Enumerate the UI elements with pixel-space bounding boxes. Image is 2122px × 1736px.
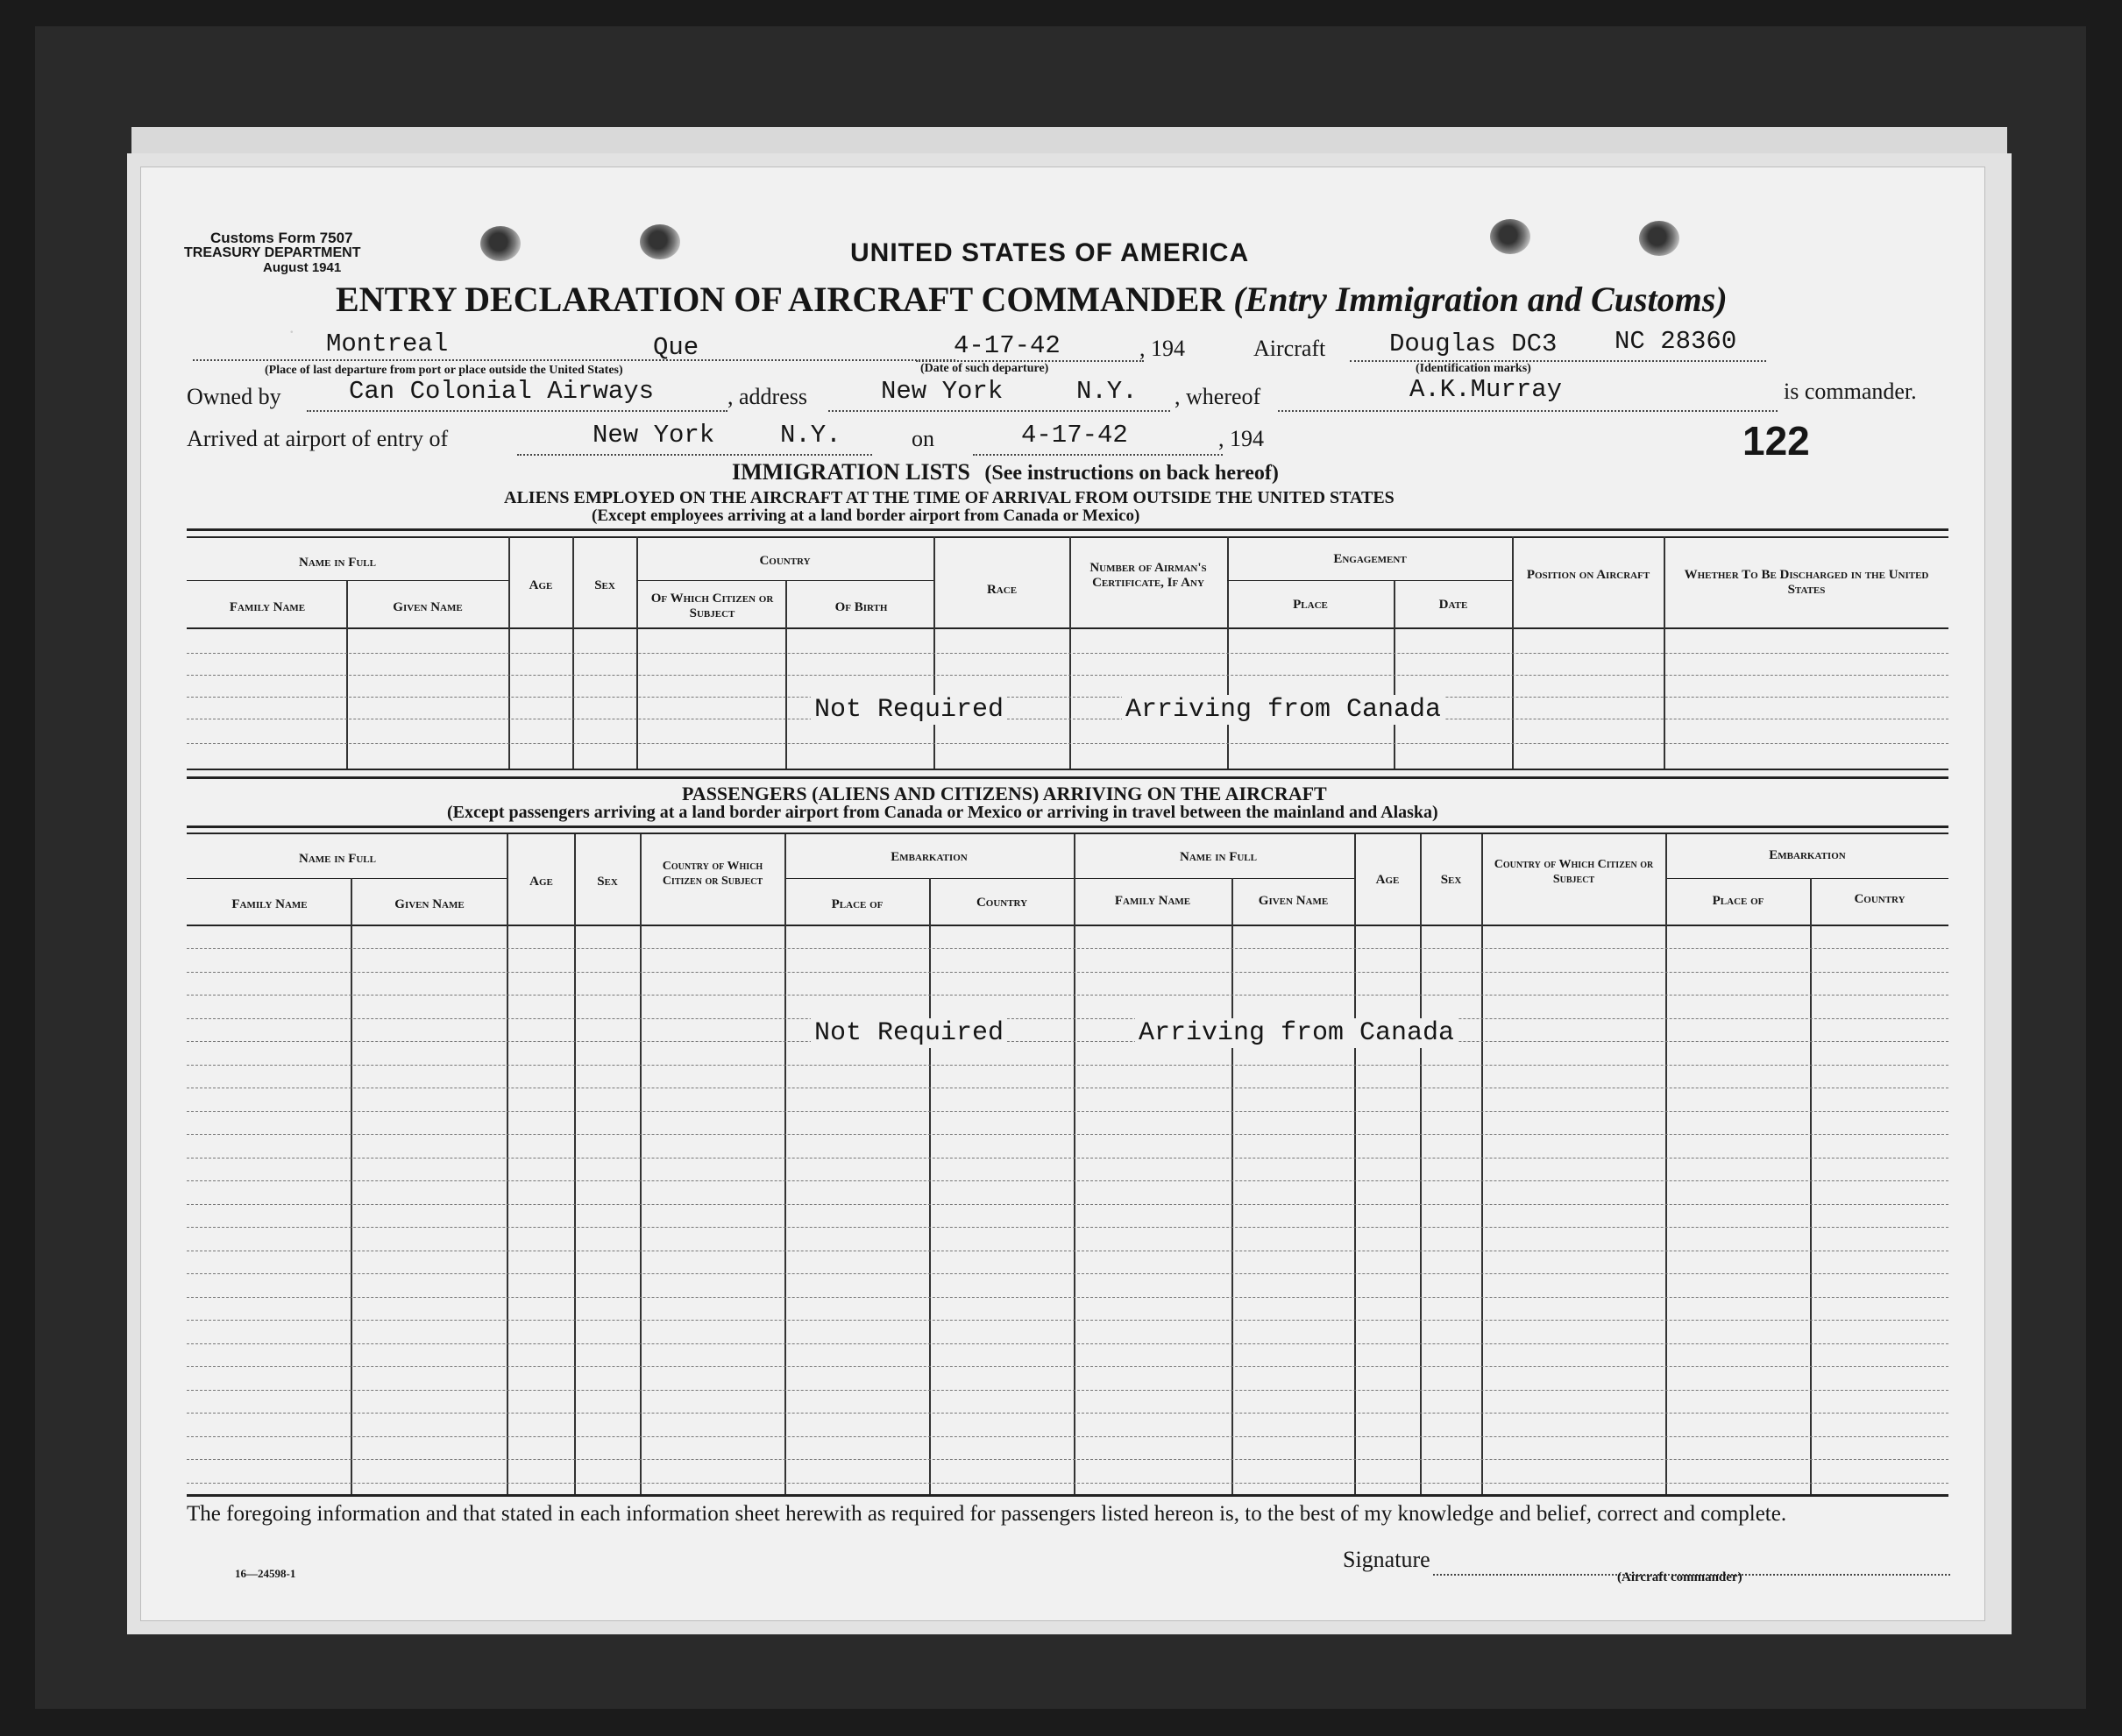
pax-header-country: Country: [976, 896, 1028, 910]
table-rule: [187, 776, 1948, 779]
row-rule: [187, 1134, 1948, 1135]
row-rule: [187, 1483, 1948, 1484]
row-rule: [187, 1366, 1948, 1367]
row-rule: [187, 1041, 1948, 1042]
aircraft-label: Aircraft: [1253, 336, 1326, 361]
immigration-subnote: (Except employees arriving at a land border airport from Canada or Mexico): [592, 507, 1140, 525]
header-citizen: Of Which Citizen or Subject: [650, 592, 774, 620]
form-title-paren: (Entry Immigration and Customs): [1233, 280, 1728, 319]
bleed-through-text: .: [289, 315, 295, 337]
pax-header-age-2: Age: [1375, 873, 1400, 887]
row-rule: [187, 1273, 1948, 1274]
row-rule: [187, 1436, 1948, 1437]
header-country: Country: [759, 554, 811, 568]
punch-hole: [480, 226, 521, 261]
table-rule: [187, 769, 1948, 770]
department: TREASURY DEPARTMENT: [184, 245, 361, 260]
table-rule: [187, 528, 1948, 531]
immigration-heading: [732, 459, 1279, 485]
row-rule: [187, 1158, 1948, 1159]
table-rule: [187, 536, 1948, 538]
header-name-in-full: Name in Full: [298, 556, 376, 570]
table-rule: [187, 833, 1948, 834]
table-rule: [187, 627, 1948, 629]
pax-header-age: Age: [529, 875, 553, 889]
row-rule: [187, 1390, 1948, 1391]
header-birth: Of Birth: [834, 600, 888, 614]
subheader-rule: [636, 580, 933, 581]
immigration-heading-text: IMMIGRATION LISTS: [732, 459, 970, 485]
pax-header-given: Given Name: [394, 897, 465, 911]
row-rule: [187, 1180, 1948, 1181]
arrival-year: , 194: [1218, 426, 1264, 451]
table-rule: [187, 825, 1948, 828]
address-label: , address: [727, 384, 807, 409]
pax-header-family-2: Family Name: [1114, 894, 1191, 908]
header-position: Position on Aircraft: [1526, 568, 1650, 582]
col-divider: [351, 878, 352, 1494]
date-caption: (Date of such departure): [920, 362, 1049, 375]
pax-header-sex-2: Sex: [1440, 873, 1462, 887]
subheader-rule: [187, 580, 508, 581]
row-rule: [187, 1065, 1948, 1066]
header-engagement: Engagement: [1333, 552, 1407, 566]
header-race: Race: [986, 583, 1018, 597]
country-title: UNITED STATES OF AMERICA: [850, 238, 1250, 267]
col-divider: [784, 834, 786, 1494]
pax-header-embarkation-2: Embarkation: [1769, 848, 1846, 862]
pax-header-citizen: Country of Which Citizen or Subject: [662, 860, 763, 888]
passenger-entry-right: Arriving from Canada: [1135, 1018, 1458, 1048]
year-label: , 194: [1139, 336, 1185, 361]
address-city: New York: [881, 377, 1004, 406]
pax-header-sex: Sex: [597, 875, 618, 889]
row-rule: [187, 1111, 1948, 1112]
col-divider: [1074, 834, 1075, 1494]
arrived-label: Arrived at airport of entry of: [187, 426, 449, 451]
col-divider: [1665, 834, 1667, 1494]
print-code: 16—24598-1: [235, 1567, 296, 1580]
form-number: Customs Form 7507: [210, 230, 353, 246]
col-divider: [1420, 834, 1422, 1494]
passengers-subnote: (Except passengers arriving at a land border airport from Canada or Mexico or arriving in travel between the mainland and Alaska): [447, 803, 1438, 822]
subheader-rule: [187, 878, 507, 879]
col-divider: [1481, 834, 1483, 1494]
signature-label: Signature: [1343, 1547, 1430, 1572]
row-rule: [187, 1320, 1948, 1321]
pax-header-citizen-2: Country of Which Citizen or Subject: [1494, 858, 1654, 886]
immigration-subheading: ALIENS EMPLOYED ON THE AIRCRAFT AT THE TIME OF ARRIVAL FROM OUTSIDE THE UNITED STATES: [504, 488, 1395, 507]
certification-statement: The foregoing information and that stated in each information sheet herewith as required for passengers listed hereon is, to the best of my knowledge and belief, correct and complete.: [187, 1502, 1787, 1526]
header-age: Age: [529, 578, 553, 592]
form-title-main: ENTRY DECLARATION OF AIRCRAFT COMMANDER: [336, 280, 1225, 319]
punch-hole: [1490, 219, 1530, 254]
col-divider: [507, 834, 508, 1494]
subheader-rule: [1665, 878, 1948, 879]
commander-suffix: is commander.: [1784, 379, 1917, 404]
pax-header-given-2: Given Name: [1258, 894, 1329, 908]
pax-header-country-2: Country: [1854, 892, 1906, 906]
header-given-name: Given Name: [393, 600, 463, 614]
row-rule: [187, 1343, 1948, 1344]
ident-caption: (Identification marks): [1416, 362, 1531, 375]
row-rule: [187, 675, 1948, 676]
commander-name: A.K.Murray: [1409, 375, 1563, 404]
col-divider: [1354, 834, 1356, 1494]
table-rule: [187, 1494, 1948, 1497]
owned-by-label: Owned by: [187, 384, 281, 409]
header-discharged: Whether To Be Discharged in the United States: [1684, 568, 1929, 597]
row-rule: [187, 995, 1948, 996]
passenger-entry-left: Not Required: [811, 1018, 1007, 1048]
header-sex: Sex: [594, 578, 615, 592]
departure-province: Que: [653, 333, 699, 362]
row-rule: [187, 1204, 1948, 1205]
passengers-heading: PASSENGERS (ALIENS AND CITIZENS) ARRIVING ON THE AIRCRAFT: [682, 783, 1327, 804]
page-number: 122: [1742, 418, 1810, 464]
header-eng-place: Place: [1293, 598, 1328, 612]
pax-header-embarkation: Embarkation: [891, 850, 968, 864]
punch-hole: [1639, 221, 1679, 256]
signature-caption: (Aircraft commander): [1617, 1570, 1742, 1584]
arrival-date: 4-17-42: [1021, 421, 1128, 450]
col-divider: [1810, 878, 1812, 1494]
pax-header-place-2: Place of: [1712, 894, 1764, 908]
header-cert: Number of Airman's Certificate, If Any: [1089, 561, 1207, 590]
departure-date: 4-17-42: [954, 331, 1061, 360]
row-rule: [187, 972, 1948, 973]
whereof-label: , whereof: [1175, 384, 1261, 409]
arrival-city: New York: [593, 421, 715, 450]
immigration-entry-right: Arriving from Canada: [1122, 695, 1444, 725]
subheader-rule: [1074, 878, 1354, 879]
row-rule: [187, 653, 1948, 654]
row-rule: [187, 697, 1948, 698]
pax-header-name-in-full: Name in Full: [298, 852, 376, 866]
header-eng-date: Date: [1438, 598, 1468, 612]
row-rule: [187, 1227, 1948, 1228]
owner: Can Colonial Airways: [349, 377, 655, 406]
aircraft-make: Douglas DC3: [1389, 329, 1558, 358]
immigration-heading-note: (See instructions on back hereof): [984, 462, 1279, 485]
immigration-entry-left: Not Required: [811, 695, 1007, 725]
pax-header-family: Family Name: [231, 897, 308, 911]
form-title: [336, 279, 1728, 320]
punch-hole: [640, 224, 680, 259]
row-rule: [187, 743, 1948, 744]
departure-place: Montreal: [326, 329, 449, 358]
subheader-rule: [1227, 580, 1512, 581]
arrival-state: N.Y.: [780, 421, 841, 450]
row-rule: [187, 948, 1948, 949]
address-state: N.Y.: [1076, 377, 1138, 406]
table-rule: [187, 925, 1948, 926]
departure-place-line: [193, 329, 955, 361]
on-label: on: [912, 426, 934, 451]
form-date: August 1941: [263, 260, 342, 275]
row-rule: [187, 1459, 1948, 1460]
header-family-name: Family Name: [229, 600, 306, 614]
row-rule: [187, 1413, 1948, 1414]
pax-header-place: Place of: [831, 897, 884, 911]
col-divider: [929, 878, 931, 1494]
departure-caption: (Place of last departure from port or place outside the United States): [265, 364, 623, 377]
col-divider: [1231, 878, 1233, 1494]
col-divider: [574, 834, 576, 1494]
pax-header-name-in-full-2: Name in Full: [1179, 850, 1257, 864]
row-rule: [187, 1018, 1948, 1019]
row-rule: [187, 1297, 1948, 1298]
aircraft-reg: NC 28360: [1615, 327, 1737, 356]
col-divider: [640, 834, 642, 1494]
